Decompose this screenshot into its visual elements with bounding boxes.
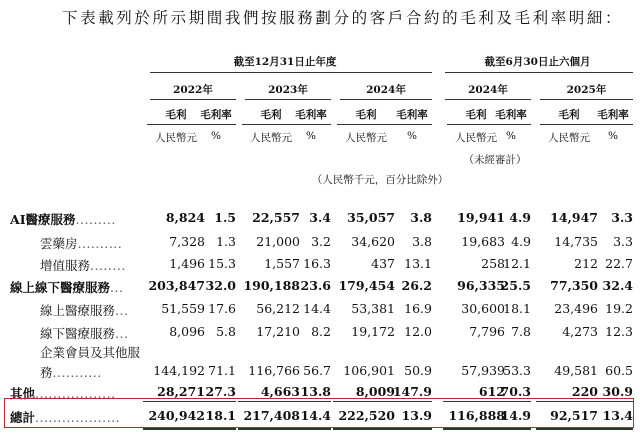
period-header-six-months: 截至6月30日止六個月 [484,56,591,68]
gross-profit-cell: 220 [571,384,598,399]
row-label [40,301,128,319]
row-label [40,324,128,342]
leader-dots: ................... [35,410,121,425]
gross-margin-cell: 14.4 [300,408,331,423]
gross-margin-cell: 53.3 [503,363,531,378]
col-unit-pct: % [211,130,221,142]
row-label [10,278,123,296]
gross-profit-cell: 57,939 [461,363,505,378]
gross-profit-cell: 4,663 [260,384,300,399]
col-header-margin: 毛利率 [200,109,232,121]
col-unit-rmb: 人民幣元 [548,132,590,144]
col-header-gross-profit: 毛利 [165,109,187,121]
row-label-text: AI醫療服務 [10,212,76,227]
gross-margin-cell: 13.9 [401,408,432,423]
gross-profit-cell: 23,496 [554,301,598,316]
leader-dots: ........... [52,365,102,380]
gross-profit-cell: 8,009 [355,384,395,399]
year-header-2023: 2023年 [268,84,308,96]
gross-profit-cell: 106,901 [343,363,395,378]
gross-margin-cell: 22.7 [605,256,633,271]
gross-margin-cell: 16.3 [303,256,331,271]
gross-margin-cell: 71.1 [208,363,236,378]
year-header-2022: 2022年 [173,84,213,96]
gross-margin-cell: 25.5 [500,278,531,293]
gross-margin-cell: 3.3 [611,210,633,225]
col-header-rule [196,124,236,125]
col-header-margin: 毛利率 [495,109,527,121]
gross-profit-cell: 240,942 [148,408,205,423]
col-header-margin: 毛利率 [396,109,428,121]
gross-margin-cell: 56.7 [303,363,331,378]
col-header-gross-profit: 毛利 [558,109,580,121]
gross-margin-cell: 12.0 [404,324,432,339]
col-unit-rmb: 人民幣元 [455,132,497,144]
gross-margin-cell: 18.1 [205,408,236,423]
col-header-gross-profit: 毛利 [260,109,282,121]
year-rule-2024 [340,99,432,100]
gross-margin-cell: 27.3 [205,384,236,399]
gross-margin-cell: 13.1 [404,256,432,271]
gross-margin-cell: 13.8 [300,384,331,399]
gross-profit-cell: 212 [574,256,598,271]
period-rule-full-year [150,72,432,73]
col-header-rule [491,124,531,125]
col-unit-pct: % [407,130,417,142]
period-header-full-year: 截至12月31日止年度 [233,56,337,68]
gross-margin-cell: 4.9 [511,234,531,249]
subtotal-rule [491,428,531,430]
gross-profit-cell: 116,766 [248,363,300,378]
gross-margin-cell: 70.3 [500,384,531,399]
gross-profit-cell: 22,557 [252,210,300,225]
col-header-rule [337,124,395,125]
gross-margin-cell: 26.2 [401,278,432,293]
gross-margin-cell: 147.9 [392,384,432,399]
subtotal-rule [392,428,432,430]
gross-profit-cell: 19,941 [457,210,505,225]
gross-profit-cell: 203,847 [148,278,205,293]
gross-profit-cell: 53,381 [351,301,395,316]
gross-margin-cell: 3.8 [412,234,432,249]
col-unit-rmb: 人民幣元 [250,132,292,144]
unaudited-note: （未經審計） [463,154,527,166]
subtotal-rule [333,428,395,430]
gross-margin-cell: 4.9 [509,210,531,225]
leader-dots: ... [115,303,129,318]
col-header-gross-profit: 毛利 [355,109,377,121]
gross-margin-cell: 15.3 [208,256,236,271]
gross-profit-cell: 222,520 [338,408,395,423]
col-header-rule [593,124,633,125]
gross-profit-cell: 437 [371,256,395,271]
gross-profit-cell: 28,271 [157,384,205,399]
gross-profit-cell: 14,947 [550,210,598,225]
col-header-gross-profit: 毛利 [465,109,487,121]
col-header-margin: 毛利率 [597,109,629,121]
row-label [40,343,140,383]
row-label [40,256,126,274]
gross-margin-cell: 7.8 [511,324,531,339]
row-label [10,210,116,228]
year-header-2024: 2024年 [366,84,406,96]
year-rule-2023 [245,99,331,100]
gross-profit-cell: 34,620 [351,234,395,249]
leader-dots: ......... [75,212,116,227]
gross-profit-cell: 51,559 [161,301,205,316]
intro-text: 下表載列於所示期間我們按服務劃分的客戶合約的毛利及毛利率明細： [62,9,624,27]
gross-profit-cell: 179,454 [338,278,395,293]
gross-profit-cell: 56,212 [256,301,300,316]
row-label-text: 企業會員及其他服 [40,345,141,360]
gross-profit-cell: 49,581 [554,363,598,378]
row-label-text-continued: 務 [40,365,53,380]
year-header-2024-h1: 2024年 [468,84,508,96]
col-header-rule [392,124,432,125]
col-unit-pct: % [608,130,618,142]
row-label-text: 線上線下醫療服務 [10,280,111,295]
gross-profit-cell: 8,824 [165,210,205,225]
gross-margin-cell: 13.4 [602,408,633,423]
row-label-text: 其他 [10,386,36,401]
gross-margin-cell: 60.5 [605,363,633,378]
gross-profit-cell: 35,057 [347,210,395,225]
subtotal-rule [593,428,633,430]
leader-dots: .................. [35,386,116,401]
gross-profit-cell: 7,796 [469,324,505,339]
gross-margin-cell: 3.4 [309,210,331,225]
row-label [40,234,122,252]
row-label-text: 雲藥房 [40,236,78,251]
gross-profit-cell: 21,000 [256,234,300,249]
col-header-rule [291,124,331,125]
row-label-text: 增值服務 [40,258,91,273]
gross-profit-cell: 4,273 [562,324,598,339]
subtotal-rule [196,428,236,430]
col-unit-pct: % [306,130,316,142]
gross-margin-cell: 14.4 [303,301,331,316]
gross-profit-cell: 217,408 [243,408,300,423]
leader-dots: .......... [77,236,123,251]
gross-profit-cell: 30,600 [461,301,505,316]
gross-profit-cell: 19,172 [351,324,395,339]
row-label-text: 線上醫療服務 [40,303,116,318]
leader-dots: ... [115,326,129,341]
gross-margin-cell: 5.8 [216,324,236,339]
leader-dots: ... [110,280,124,295]
col-unit-rmb: 人民幣元 [155,132,197,144]
subtotal-rule [291,428,331,430]
row-label-text: 總計 [10,410,36,425]
gross-margin-cell: 32.4 [602,278,633,293]
gross-margin-cell: 14.9 [500,408,531,423]
gross-profit-cell: 1,496 [169,256,205,271]
gross-margin-cell: 3.8 [410,210,432,225]
gross-margin-cell: 16.9 [404,301,432,316]
col-unit-pct: % [506,130,516,142]
year-rule-2024-h1 [445,99,531,100]
gross-margin-cell: 1.5 [214,210,236,225]
total-row-highlight [4,398,634,428]
period-rule-six-months [445,72,633,73]
gross-profit-cell: 96,335 [457,278,505,293]
gross-profit-cell: 77,350 [550,278,598,293]
year-rule-2025-h1 [540,99,633,100]
gross-margin-cell: 50.9 [404,363,432,378]
leader-dots: ........ [90,258,126,273]
gross-profit-cell: 7,328 [169,234,205,249]
gross-profit-cell: 116,888 [448,408,505,423]
row-label-text: 線下醫療服務 [40,326,116,341]
gross-margin-cell: 18.1 [503,301,531,316]
gross-margin-cell: 3.2 [311,234,331,249]
year-rule-2022 [150,99,236,100]
gross-profit-cell: 258 [481,256,505,271]
subtotal-rule [536,428,598,430]
gross-margin-cell: 17.6 [208,301,236,316]
gross-margin-cell: 19.2 [605,301,633,316]
col-unit-rmb: 人民幣元 [345,132,387,144]
gross-profit-cell: 14,735 [554,234,598,249]
gross-margin-cell: 12.1 [503,256,531,271]
gross-margin-cell: 8.2 [311,324,331,339]
gross-margin-cell: 3.3 [613,234,633,249]
gross-profit-cell: 1,557 [264,256,300,271]
unit-note: （人民幣千元，百分比除外） [311,174,449,186]
gross-profit-cell: 190,188 [243,278,300,293]
gross-profit-cell: 612 [478,384,505,399]
gross-margin-cell: 32.0 [205,278,236,293]
col-header-rule [540,124,598,125]
gross-margin-cell: 1.3 [216,234,236,249]
year-header-2025-h1: 2025年 [566,84,607,96]
gross-profit-cell: 8,096 [169,324,205,339]
gross-profit-cell: 17,210 [256,324,300,339]
gross-margin-cell: 12.3 [605,324,633,339]
gross-margin-cell: 23.6 [300,278,331,293]
gross-profit-cell: 19,683 [461,234,505,249]
gross-margin-cell: 30.9 [602,384,633,399]
col-header-margin: 毛利率 [295,109,327,121]
gross-profit-cell: 144,192 [153,363,205,378]
gross-profit-cell: 92,517 [550,408,598,423]
